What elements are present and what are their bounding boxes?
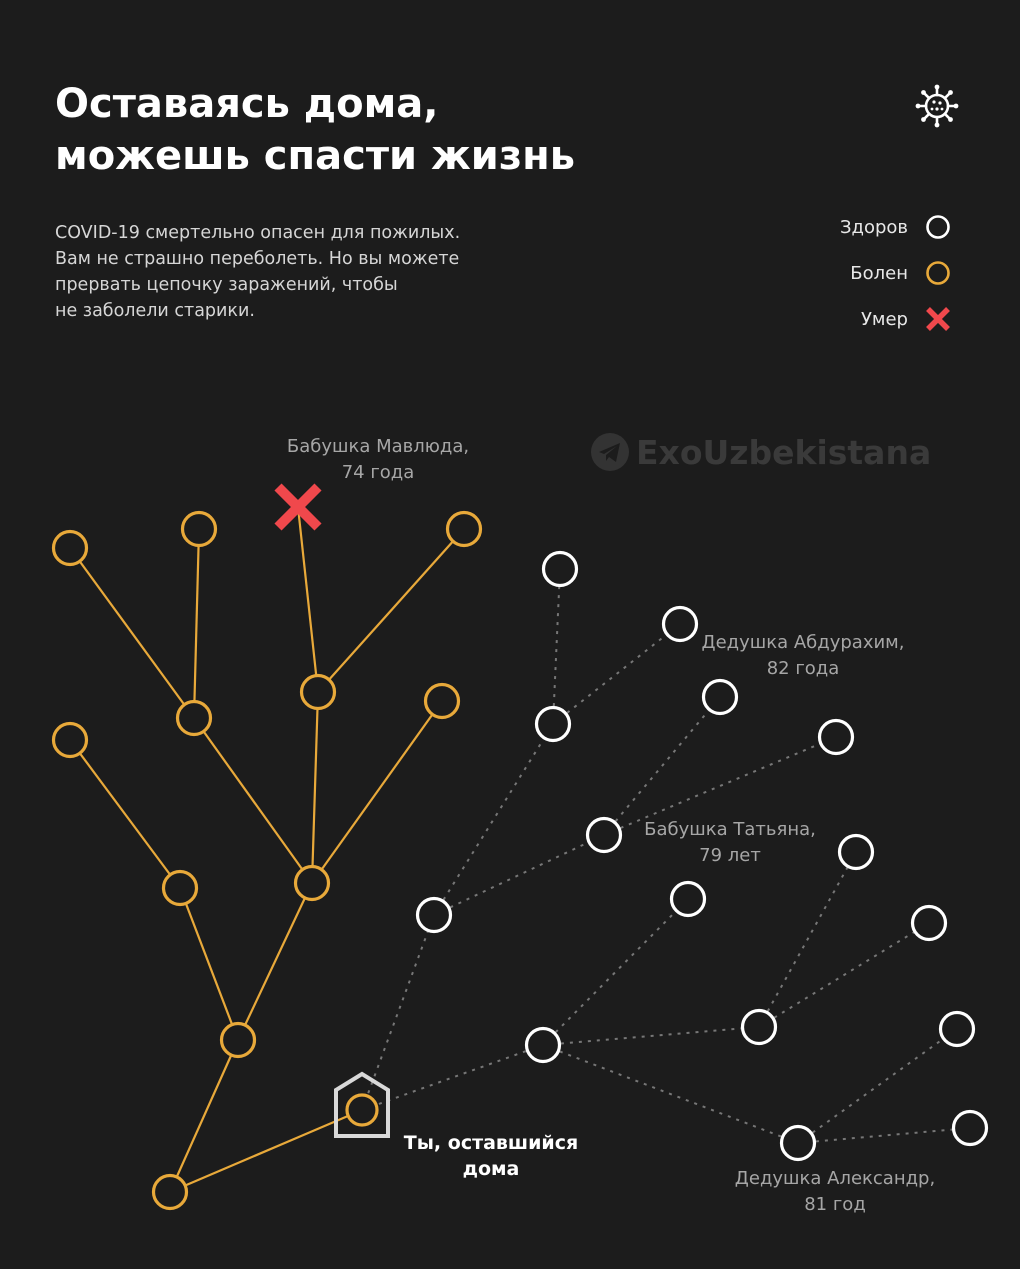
healthy-person-node (418, 899, 451, 932)
infection-link (238, 883, 312, 1040)
infection-link (194, 529, 199, 718)
infection-link (70, 740, 180, 888)
healthy-link (798, 1128, 970, 1143)
graph-nodes (54, 487, 987, 1209)
label-tatyana-name: Бабушка Татьяна, (644, 819, 816, 840)
title-line-1: Оставаясь дома, (55, 81, 439, 127)
infection-link (312, 701, 442, 883)
label-mavlyuda-name: Бабушка Мавлюда, (286, 436, 470, 457)
label-abdurakhim (702, 630, 905, 682)
sick-person-node (183, 513, 216, 546)
healthy-person-node (588, 819, 621, 852)
sick-person-node (296, 867, 329, 900)
legend-sick-label: Болен (850, 262, 908, 284)
healthy-person-node (672, 883, 705, 916)
sick-person-node (164, 872, 197, 905)
infection-link (70, 548, 194, 718)
healthy-person-node (704, 681, 737, 714)
description-line-2: Вам не страшно переболеть. Но вы можете (55, 249, 460, 269)
legend-healthy-label: Здоров (839, 216, 908, 238)
description-line-3: прервать цепочку заражений, чтобы (55, 275, 398, 295)
infection-link (194, 718, 312, 883)
healthy-person-node (820, 721, 853, 754)
infection-link (170, 1110, 362, 1192)
healthy-person-node (664, 608, 697, 641)
healthy-link (798, 1029, 957, 1143)
healthy-link (434, 724, 553, 915)
healthy-person-node (527, 1029, 560, 1062)
infection-link (170, 1040, 238, 1192)
dead-person-cross (278, 487, 318, 527)
sick-person-node (222, 1024, 255, 1057)
healthy-person-node (913, 907, 946, 940)
sick-person-node (54, 532, 87, 565)
label-tatyana (644, 817, 816, 869)
label-abdurakhim-age: 82 года (766, 658, 840, 679)
label-alexander (735, 1166, 935, 1218)
watermark-text: ExoUzbekistana (636, 432, 932, 472)
label-alexander-name: Дедушка Александр, (734, 1168, 936, 1189)
healthy-person-node (954, 1112, 987, 1145)
label-mavlyuda (287, 434, 469, 486)
label-abdurakhim-name: Дедушка Абдурахим, (701, 632, 905, 653)
sick-person-node (54, 724, 87, 757)
healthy-person-node (743, 1011, 776, 1044)
healthy-link (543, 1027, 759, 1045)
legend-dead-label: Умер (860, 308, 908, 330)
you-label (404, 1130, 578, 1182)
sick-person-node (154, 1176, 187, 1209)
graph-edges (70, 507, 970, 1192)
healthy-person-node (840, 836, 873, 869)
healthy-link (543, 1045, 798, 1143)
infection-link (180, 888, 238, 1040)
healthy-person-node (782, 1127, 815, 1160)
infection-link (298, 507, 318, 692)
sick-person-node (426, 685, 459, 718)
sick-person-node (178, 702, 211, 735)
healthy-person-node (544, 553, 577, 586)
healthy-link (759, 923, 929, 1027)
you-node (347, 1095, 377, 1125)
you-label-line-1: Ты, оставшийся (403, 1132, 579, 1154)
sick-person-node (302, 676, 335, 709)
label-tatyana-age: 79 лет (699, 845, 761, 866)
healthy-link (604, 697, 720, 835)
infection-link (318, 529, 464, 692)
healthy-link (553, 624, 680, 724)
healthy-person-node (537, 708, 570, 741)
infection-link (312, 692, 318, 883)
you-label-line-2: дома (462, 1158, 520, 1180)
description-line-1: COVID-19 смертельно опасен для пожилых. (55, 223, 461, 243)
healthy-link (759, 852, 856, 1027)
healthy-link (543, 899, 688, 1045)
healthy-link (553, 569, 560, 724)
healthy-person-node (941, 1013, 974, 1046)
description-line-4: не заболели старики. (55, 301, 255, 321)
title-line-2: можешь спасти жизнь (55, 133, 575, 179)
label-alexander-age: 81 год (804, 1194, 866, 1215)
label-mavlyuda-age: 74 года (341, 462, 415, 483)
sick-person-node (448, 513, 481, 546)
